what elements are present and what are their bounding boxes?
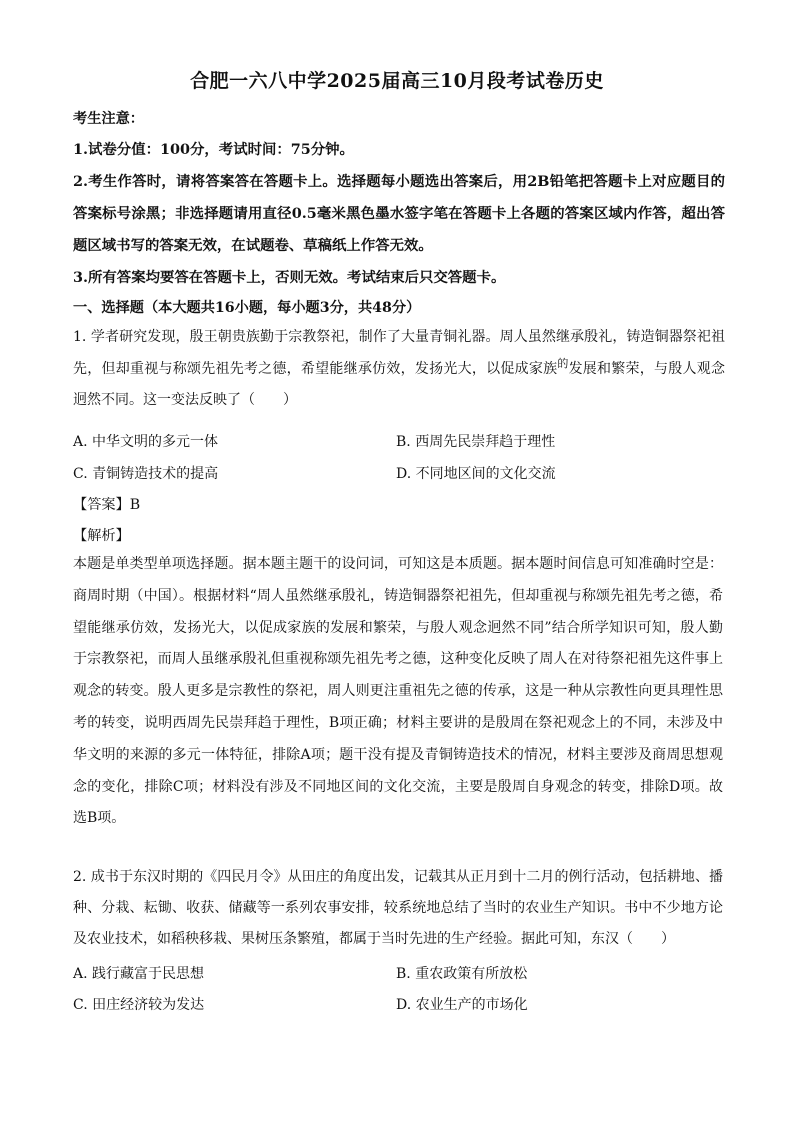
q2-option-c: C. 田庄经济较为发达	[73, 997, 205, 1013]
page-title: 合肥一六八中学2025届高三10月段考试卷历史	[190, 70, 604, 92]
notice-heading: 考生注意：	[73, 111, 144, 127]
q1-option-c: C. 青铜铸造技术的提高	[73, 466, 219, 482]
q2-option-d: D. 农业生产的市场化	[396, 997, 528, 1013]
q1-stem-de: 的	[557, 356, 569, 370]
q1-option-a: A. 中华文明的多元一体	[73, 434, 219, 450]
notice-item-1: 1.试卷分值：100分，考试时间：75分钟。	[73, 141, 354, 158]
q1-stem-part-b: 发展和繁荣，与殷人观念迥然不同。这一变法反映了（ ）	[73, 360, 726, 408]
q2-option-a: A. 践行藏富于民思想	[73, 966, 205, 982]
question-1-stem	[73, 322, 725, 417]
q1-option-b: B. 西周先民崇拜趋于理性	[396, 434, 556, 450]
q2-option-b: B. 重农政策有所放松	[396, 966, 528, 982]
notice-item-3: 3.所有答案均要答在答题卡上，否则无效。考试结束后只交答题卡。	[73, 269, 506, 286]
q1-stem-part-a: 1. 学者研究发现，殷王朝贵族勤于宗教祭祀，制作了大量青铜礼器。周人虽然继承殷礼，铸造铜器祭祀祖先，但却重视与称颂先祖先考之德，希望能继承仿效，发扬光大，以促成家族	[73, 329, 725, 377]
section-heading: 一、选择题（本大题共16小题，每小题3分，共48分）	[73, 300, 421, 316]
notice-item-2: 2.考生作答时，请将答案答在答题卡上。选择题每小题选出答案后，用2B铅笔把答题卡上对应题目的答案标号涂黑；非选择题请用直径0.5毫米黑色墨水签字笔在答题卡上各题的答案区域内作答，超出答题区域书写的答案无效，在试题卷、草稿纸上作答无效。	[73, 173, 725, 254]
q1-analysis: 本题是单类型单项选择题。据本题主题干的设问词，可知这是本质题。据本题时间信息可知准确时空是：商周时期（中国）。根据材料“周人虽然继承殷礼，铸造铜器祭祀祖先，但却重视与称颂先祖先考之德，希望能继承仿效，发扬光大，以促成家族的发展和繁荣，与殷人观念迥然不同”结合所学知识可知，殷人勤于宗教祭祀，而周人虽继承殷礼但重视称颂先祖先考之德，这种变化反映了周人在对待祭祀祖先这件事上观念的转变。殷人更多是宗教性的祭祀，周人则更注重祖先之德的传承，这是一种从宗教性向更具理性思考的转变，说明西周先民崇拜趋于理性，B项正确；材料主要讲的是殷周在祭祀观念上的不同，未涉及中华文明的来源的多元一体特征，排除A项；题干没有提及青铜铸造技术的情况，材料主要涉及商周思想观念的变化，排除C项；材料没有涉及不同地区间的文化交流，主要是殷周自身观念的转变，排除D项。故选B项。	[73, 556, 723, 827]
q1-analysis-label: 【解析】	[73, 528, 130, 544]
q1-answer: 【答案】B	[73, 497, 141, 513]
question-2-stem: 2. 成书于东汉时期的《四民月令》从田庄的角度出发，记载其从正月到十二月的例行活动，包括耕地、播种、分栽、耘锄、收获、储藏等一系列农事安排，较系统地总结了当时的农业生产知识。书中不少地方论及农业技术，如稻秧移栽、果树压条繁殖，都属于当时先进的生产经验。据此可知，东汉（ ）	[73, 869, 723, 947]
q1-option-d: D. 不同地区间的文化交流	[396, 466, 556, 482]
